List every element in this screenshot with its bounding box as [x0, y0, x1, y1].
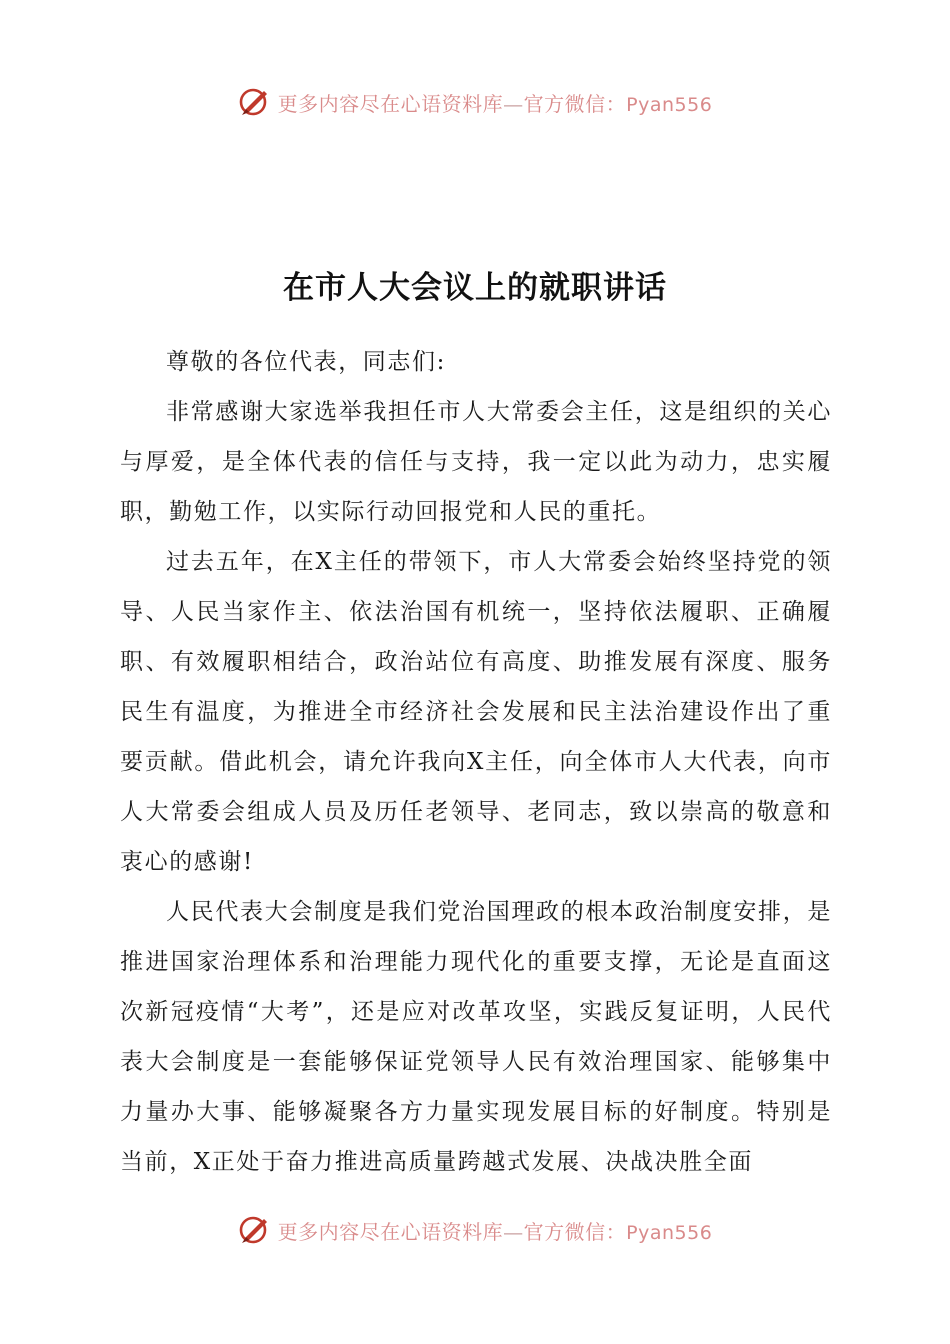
document-title: 在市人大会议上的就职讲话: [283, 270, 667, 306]
banner-dash: —: [503, 91, 524, 116]
banner-dash: —: [503, 1219, 524, 1244]
quill-logo-icon: [238, 1213, 272, 1247]
banner-wechat-handle: Pyan556: [626, 1221, 713, 1244]
body-paragraph: 非常感谢大家选举我担任市人大常委会主任，这是组织的关心与厚爱，是全体代表的信任与支持，我一定以此为动力，忠实履职，勤勉工作，以实际行动回报党和人民的重托。: [120, 399, 832, 525]
quill-logo-icon: [238, 85, 272, 119]
banner-slogan: 更多内容尽在心语资料库: [277, 91, 504, 116]
banner-account-label: 官方微信：: [523, 1219, 627, 1244]
header-watermark-banner: [0, 82, 950, 122]
footer-watermark-banner: [0, 1210, 950, 1250]
body-paragraph: 人民代表大会制度是我们党治国理政的根本政治制度安排，是推进国家治理体系和治理能力现代化的重要支撑，无论是直面这次新冠疫情“大考”，还是应对改革攻坚，实践反复证明，人民代表大会制度是一套能够保证党领导人民有效治理国家、能够集中力量办大事、能够凝聚各方力量实现发展目标的好制度。特别是当前，X正处于奋力推进高质量跨越式发展、决战决胜全面: [120, 899, 832, 1175]
banner-wechat-handle: Pyan556: [626, 93, 713, 116]
body-paragraph: 过去五年，在X主任的带领下，市人大常委会始终坚持党的领导、人民当家作主、依法治国有机统一，坚持依法履职、正确履职、有效履职相结合，政治站位有高度、助推发展有深度、服务民生有温度，为推进全市经济社会发展和民主法治建设作出了重要贡献。借此机会，请允许我向X主任，向全体市人大代表，向市人大常委会组成人员及历任老领导、老同志，致以崇高的敬意和衷心的感谢!: [120, 549, 832, 875]
banner-slogan: 更多内容尽在心语资料库: [277, 1219, 504, 1244]
banner-text: [278, 1216, 713, 1245]
salutation-paragraph: 尊敬的各位代表，同志们:: [166, 349, 446, 375]
banner-text: [278, 88, 713, 117]
banner-account-label: 官方微信：: [523, 91, 627, 116]
document-body: [120, 337, 832, 1187]
